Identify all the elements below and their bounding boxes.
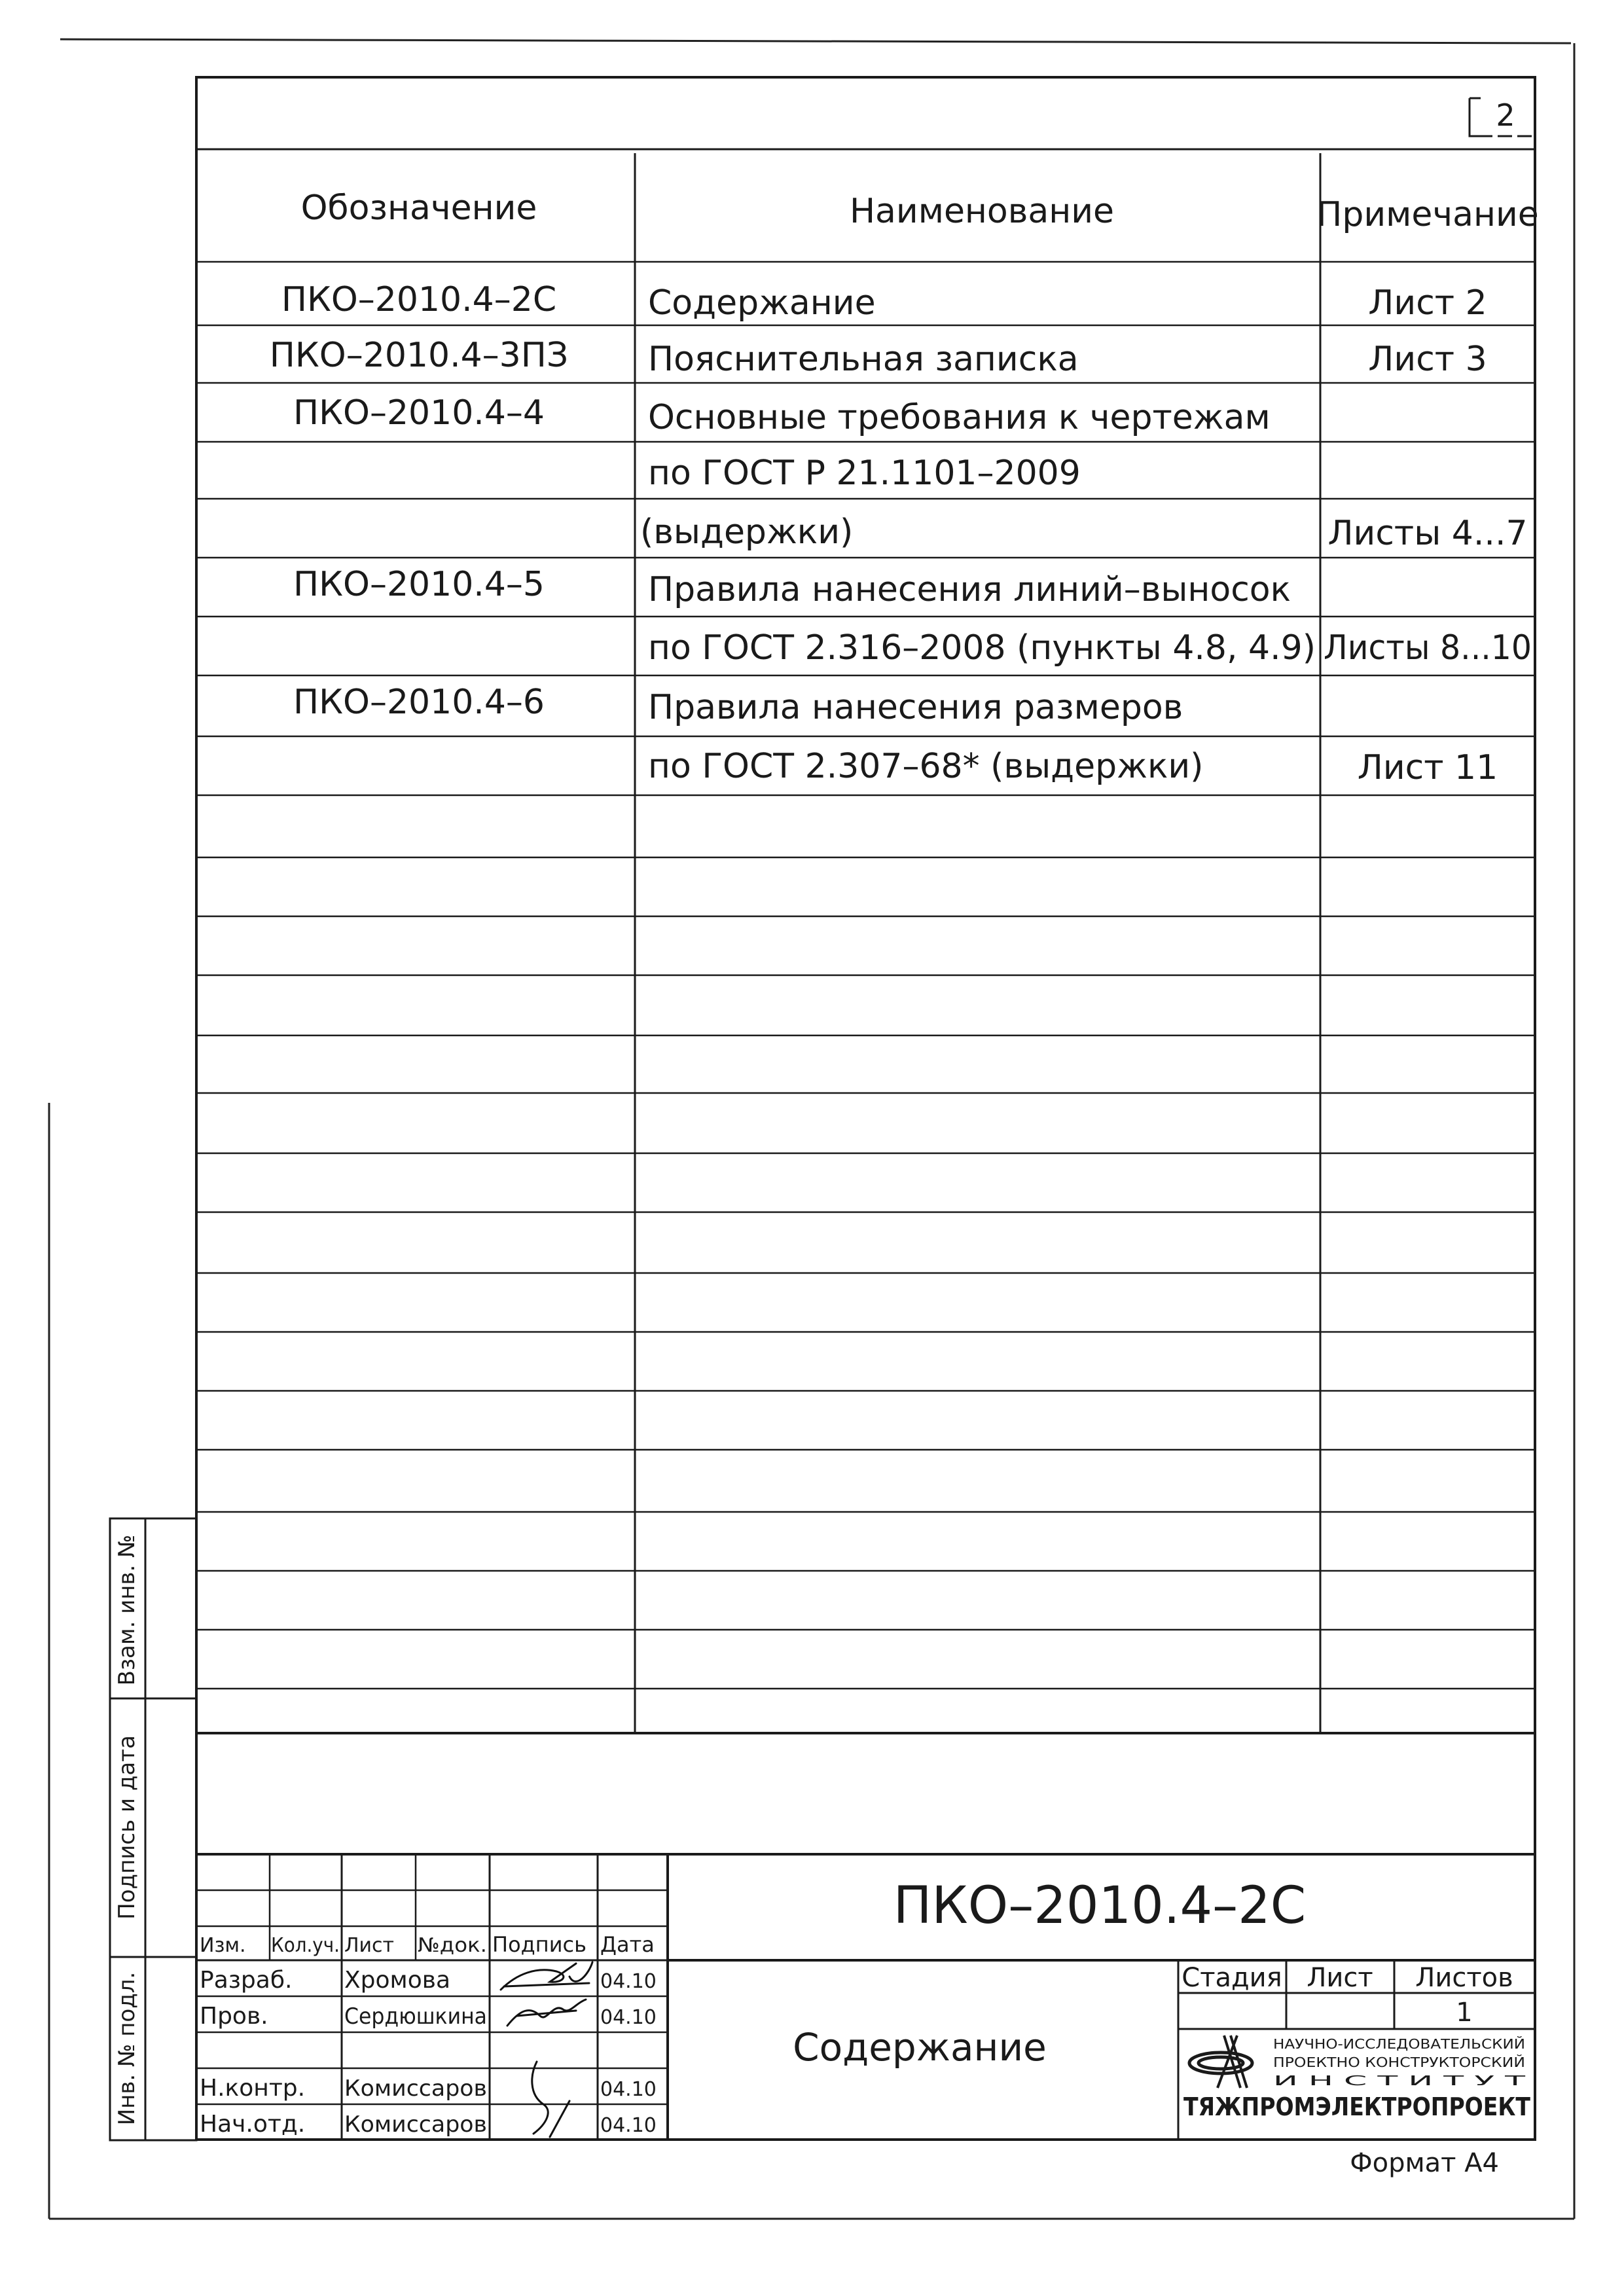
stamp-inv-podl: Инв. № подл. xyxy=(114,1971,140,2126)
org-logo xyxy=(1183,2036,1530,2121)
table-row xyxy=(640,512,1528,553)
row-note: Лист 2 xyxy=(1368,283,1487,323)
row-designation: ПКО–2010.4–4 xyxy=(293,393,545,433)
row-name: Пояснительная записка xyxy=(648,340,1079,379)
row-name: (выдержки) xyxy=(640,512,854,552)
signer-date: 04.10 xyxy=(600,2114,657,2137)
spec-table xyxy=(196,153,1539,1733)
tb-col-data: Дата xyxy=(600,1932,655,1957)
signer-role: Н.контр. xyxy=(200,2075,306,2102)
org-line3: И Н С Т И Т У Т xyxy=(1273,2073,1526,2089)
title-block-code: ПКО–2010.4–2С xyxy=(893,1876,1307,1935)
sheet-number-box xyxy=(1470,98,1532,136)
table-row xyxy=(293,393,1271,437)
row-name: Основные требования к чертежам xyxy=(648,398,1271,437)
table-row xyxy=(270,336,1487,379)
header-designation: Обозначение xyxy=(300,188,537,228)
table-row xyxy=(281,280,1487,323)
header-name: Наименование xyxy=(849,192,1115,231)
stamp-podpis-data: Подпись и дата xyxy=(114,1735,140,1920)
signer-date: 04.10 xyxy=(600,2078,657,2101)
stamp-vzam-inv: Взам. инв. № xyxy=(114,1534,140,1686)
signer-name: Комиссаров xyxy=(344,2111,487,2138)
signer-date: 04.10 xyxy=(600,2006,657,2029)
signer-date: 04.10 xyxy=(600,1970,657,1993)
tb-col-n-dok: №док. xyxy=(418,1934,487,1957)
signatures xyxy=(501,1962,592,2137)
row-designation: ПКО–2010.4–2С xyxy=(281,280,557,319)
signer-name: Хромова xyxy=(344,1967,450,1994)
stage-label: Стадия xyxy=(1182,1963,1282,1993)
row-note: Лист 3 xyxy=(1368,340,1487,379)
row-name: Содержание xyxy=(648,283,876,323)
row-designation: ПКО–2010.4–3ПЗ xyxy=(269,336,569,375)
org-name: ТЯЖПРОМЭЛЕКТРОПРОЕКТ xyxy=(1183,2092,1531,2121)
table-row xyxy=(293,565,1291,609)
table-row xyxy=(648,747,1498,787)
table-row xyxy=(293,683,1183,727)
tb-col-list: Лист xyxy=(344,1934,395,1957)
table-row xyxy=(648,628,1532,668)
signer-role: Нач.отд. xyxy=(200,2111,306,2138)
format-label: Формат А4 xyxy=(1350,2148,1499,2178)
title-block-doc-title: Содержание xyxy=(793,2025,1047,2070)
row-note: Листы 4...7 xyxy=(1327,514,1528,553)
signer-name: Сердюшкина xyxy=(344,2003,487,2030)
org-line2: ПРОЕКТНО КОНСТРУКТОРСКИЙ xyxy=(1273,2054,1525,2070)
signer-name: Комиссаров xyxy=(344,2075,487,2102)
row-name: Правила нанесения размеров xyxy=(648,688,1183,727)
table-row xyxy=(648,454,1081,493)
sheet-number: 2 xyxy=(1496,98,1515,133)
signer-row xyxy=(200,2111,657,2138)
row-name: по ГОСТ Р 21.1101–2009 xyxy=(648,454,1081,493)
row-designation: ПКО–2010.4–5 xyxy=(293,565,545,604)
list-label: Лист xyxy=(1307,1963,1373,1993)
row-name: по ГОСТ 2.316–2008 (пункты 4.8, 4.9) xyxy=(648,628,1316,668)
org-emblem-icon xyxy=(1189,2036,1252,2088)
signer-role: Разраб. xyxy=(200,1967,293,1994)
signer-row xyxy=(200,2003,657,2030)
row-name: по ГОСТ 2.307–68* (выдержки) xyxy=(648,747,1204,786)
main-frame xyxy=(196,77,1535,2140)
row-designation: ПКО–2010.4–6 xyxy=(293,683,545,722)
listov-label: Листов xyxy=(1415,1963,1513,1993)
tb-col-izm: Изм. xyxy=(200,1934,246,1957)
listov-value: 1 xyxy=(1456,1998,1473,2028)
header-note: Примечание xyxy=(1316,195,1539,234)
tb-col-podpis: Подпись xyxy=(492,1932,586,1957)
org-line1: НАУЧНО-ИССЛЕДОВАТЕЛЬСКИЙ xyxy=(1273,2036,1525,2052)
signer-row xyxy=(200,2075,657,2102)
tb-col-kol-uch: Кол.уч. xyxy=(271,1934,340,1957)
row-note: Лист 11 xyxy=(1357,748,1498,787)
row-note: Листы 8...10 xyxy=(1324,628,1532,668)
row-name: Правила нанесения линий–выносок xyxy=(648,570,1291,609)
signer-role: Пров. xyxy=(200,2003,268,2030)
